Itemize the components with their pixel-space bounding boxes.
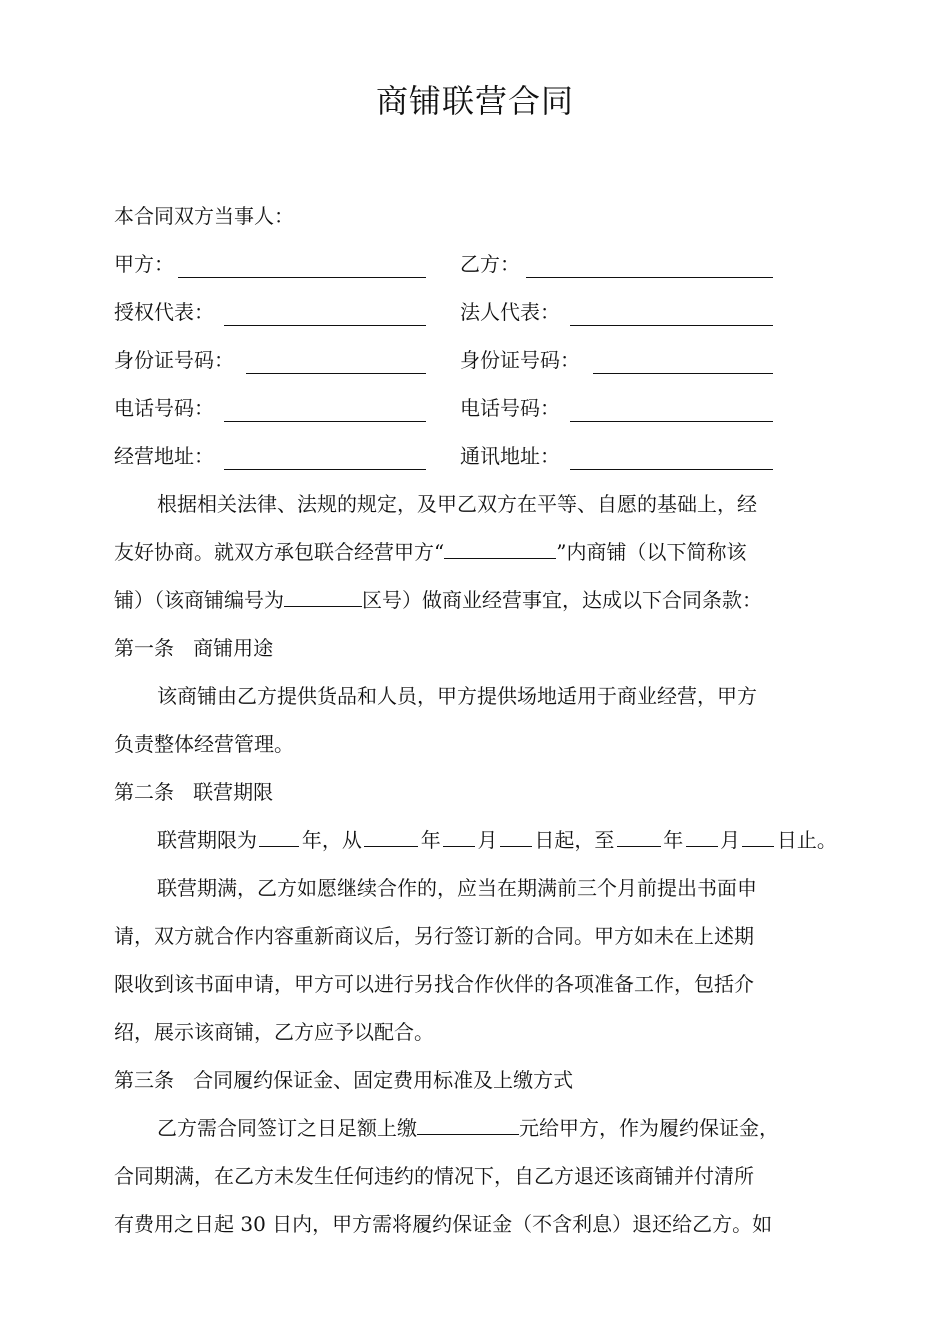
term-from-label: 年，从	[301, 828, 362, 852]
party-row-2	[114, 298, 844, 326]
party-b-id-label: 身份证号码：	[460, 348, 580, 372]
article-2-p2-line-3: 限收到该书面申请，甲方可以进行另找合作伙伴的各项准备工作，包括介	[114, 972, 754, 996]
start-year-field[interactable]	[364, 826, 418, 847]
party-a-id-label: 身份证号码：	[114, 348, 234, 372]
deposit-text-start: 乙方需合同签订之日足额上缴	[157, 1116, 417, 1140]
preamble-line-2-end: ”内商铺（以下简称该	[556, 540, 747, 564]
start-month-unit: 月	[477, 828, 498, 852]
legal-rep-field[interactable]	[570, 298, 773, 326]
party-a-phone-field[interactable]	[224, 394, 426, 422]
preamble-line-2	[114, 538, 844, 566]
business-address-label: 经营地址：	[114, 444, 214, 468]
term-label: 联营期限为	[157, 828, 257, 852]
end-month-unit: 月	[720, 828, 741, 852]
end-day-field[interactable]	[742, 826, 774, 847]
party-row-1	[114, 250, 844, 278]
preamble-line-1: 根据相关法律、法规的规定，及甲乙双方在平等、自愿的基础上，经	[157, 492, 757, 516]
mail-address-field[interactable]	[570, 442, 773, 470]
start-day-field[interactable]	[500, 826, 532, 847]
start-day-unit: 日起，至	[534, 828, 615, 852]
start-month-field[interactable]	[443, 826, 475, 847]
party-b-id-field[interactable]	[593, 346, 773, 374]
article-3-line-3: 有费用之日起 30 日内，甲方需将履约保证金（不含利息）退还给乙方。如	[114, 1212, 773, 1236]
party-row-4	[114, 394, 844, 422]
preamble-line-2-start: 友好协商。就双方承包联合经营甲方“	[114, 540, 445, 564]
end-year-unit: 年	[663, 828, 684, 852]
term-line	[157, 826, 837, 854]
article-2-heading: 第二条 联营期限	[114, 780, 274, 804]
party-row-5	[114, 442, 844, 470]
party-b-phone-label: 电话号码：	[460, 396, 560, 420]
shop-number-field[interactable]	[284, 586, 362, 607]
business-address-field[interactable]	[224, 442, 426, 470]
article-3-line-1	[157, 1114, 837, 1142]
authorized-rep-label: 授权代表：	[114, 300, 214, 324]
article-1-line-1: 该商铺由乙方提供货品和人员，甲方提供场地适用于商业经营，甲方	[157, 684, 757, 708]
party-a-id-field[interactable]	[246, 346, 426, 374]
party-b-field[interactable]	[526, 250, 773, 278]
article-3-line-2: 合同期满，在乙方未发生任何违约的情况下，自乙方退还该商铺并付清所	[114, 1164, 754, 1188]
party-a-phone-label: 电话号码：	[114, 396, 214, 420]
deposit-text-end: 元给甲方，作为履约保证金，	[519, 1116, 779, 1140]
article-1-heading: 第一条 商铺用途	[114, 636, 274, 660]
mail-address-label: 通讯地址：	[460, 444, 560, 468]
term-line-content	[157, 826, 837, 854]
authorized-rep-field[interactable]	[224, 298, 426, 326]
article-1-line-2: 负责整体经营管理。	[114, 732, 294, 756]
article-2-p2-line-1: 联营期满，乙方如愿继续合作的，应当在期满前三个月前提出书面申	[157, 876, 757, 900]
end-day-unit: 日止。	[776, 828, 837, 852]
party-a-label: 甲方：	[114, 252, 174, 276]
party-row-3	[114, 346, 844, 374]
deposit-amount-field[interactable]	[417, 1114, 519, 1135]
preamble-line-3-start: 铺）（该商铺编号为	[114, 588, 284, 612]
document-title: 商铺联营合同	[375, 82, 574, 120]
party-b-label: 乙方：	[460, 252, 520, 276]
legal-rep-label: 法人代表：	[460, 300, 560, 324]
article-2-p2-line-2: 请，双方就合作内容重新商议后，另行签订新的合同。甲方如未在上述期	[114, 924, 754, 948]
preamble-line-3	[114, 586, 844, 614]
term-years-field[interactable]	[259, 826, 299, 847]
party-b-phone-field[interactable]	[570, 394, 773, 422]
party-a-field[interactable]	[178, 250, 426, 278]
article-2-p2-line-4: 绍，展示该商铺，乙方应予以配合。	[114, 1020, 434, 1044]
article-3-heading: 第三条 合同履约保证金、固定费用标准及上缴方式	[114, 1068, 574, 1092]
end-month-field[interactable]	[686, 826, 718, 847]
parties-intro: 本合同双方当事人：	[114, 204, 294, 228]
mall-name-field[interactable]	[444, 538, 556, 559]
start-year-unit: 年	[420, 828, 441, 852]
preamble-line-3-end: 区号）做商业经营事宜，达成以下合同条款：	[362, 588, 762, 612]
end-year-field[interactable]	[617, 826, 661, 847]
